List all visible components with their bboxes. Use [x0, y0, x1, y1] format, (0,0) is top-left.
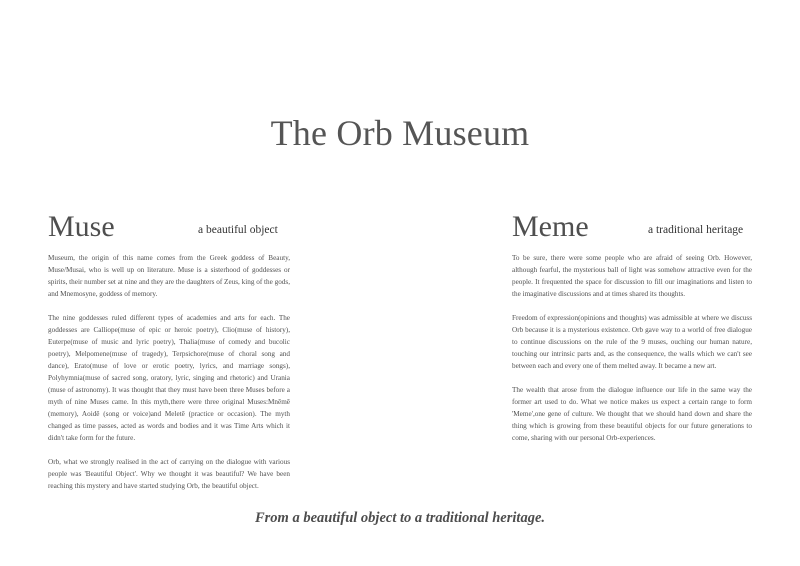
- muse-paragraph-2: The nine goddesses ruled different types of academies and arts for each. The goddesses are Calliope(muse of epic or heroic poetry), Clio(muse of history), Euterpe(muse of music and lyric poetry), Thalia(muse of comedy and bucolic poetry), Melpomene(muse of tragedy), Terpsichore(muse of choral song and dance), Erato(muse of love or erotic poetry, lyrics, and marriage songs), Polyhymnia(muse of sacred song, oratory, lyric, singing and rhetoric) and Urania (muse of astronomy). It was thought that they must have been three Muses before a myth of nine Muses came. In this myth,there were three original Muses:Mnēmē (memory), Aoidē (song or voice)and Meletē (practice or occasion). The myth changed as time passes, acted as words and bodies and it was Time Arts which it didn't take form for the future.: [48, 314, 290, 442]
- muse-subheading: a beautiful object: [198, 224, 278, 236]
- meme-heading: Meme: [512, 210, 589, 243]
- muse-paragraph-1: Museum, the origin of this name comes from the Greek goddess of Beauty, Muse/Musai, who is well up on literature. Muse is a sisterhood of goddesses or spirits, their number set at nine and they are the daughters of Zeus, king of the gods, and Mnemosyne, goddess of memory.: [48, 254, 290, 298]
- muse-paragraph-3: Orb, what we strongly realised in the act of carrying on the dialogue with various people was 'Beautiful Object'. Why we thought it was beautiful? We have been reaching this mystery and have started studying Orb, the beautiful object.: [48, 458, 290, 490]
- meme-paragraph-3: The wealth that arose from the dialogue influence our life in the same way the former art used to do. What we notice makes us expect a certain range to form 'Meme',one gene of culture. We thought that we should hand down and share the thing which is growing from these beautiful objects for our future generations to come, sharing with our personal Orb-experiences.: [512, 386, 752, 442]
- meme-paragraph-2: Freedom of expression(opinions and thoughts) was admissible at where we discuss Orb because it is a mysterious existence. Orb gave way to a world of free dialogue to continue discussions on the rule of the 9 muses, ouching our human nature, touching our intrinsic parts and, as the consequence, the walls which we can't see between each and every one of them melted away. It became a new art.: [512, 314, 752, 370]
- muse-heading: Muse: [48, 210, 115, 243]
- muse-header: [48, 210, 290, 246]
- meme-paragraph-1: To be sure, there were some people who are afraid of seeing Orb. However, although fearful, the mysterious ball of light was somehow attractive even for the people. It frequented the space for discussion to fill our imaginations and listen to the imaginative discussions and at times shared its thoughts.: [512, 254, 752, 298]
- footer-tagline: From a beautiful object to a traditional heritage.: [254, 510, 545, 526]
- muse-column: [48, 210, 290, 504]
- meme-header: [512, 210, 752, 246]
- page-title: The Orb Museum: [270, 113, 530, 153]
- meme-subheading: a traditional heritage: [648, 224, 744, 236]
- meme-column: [512, 210, 752, 456]
